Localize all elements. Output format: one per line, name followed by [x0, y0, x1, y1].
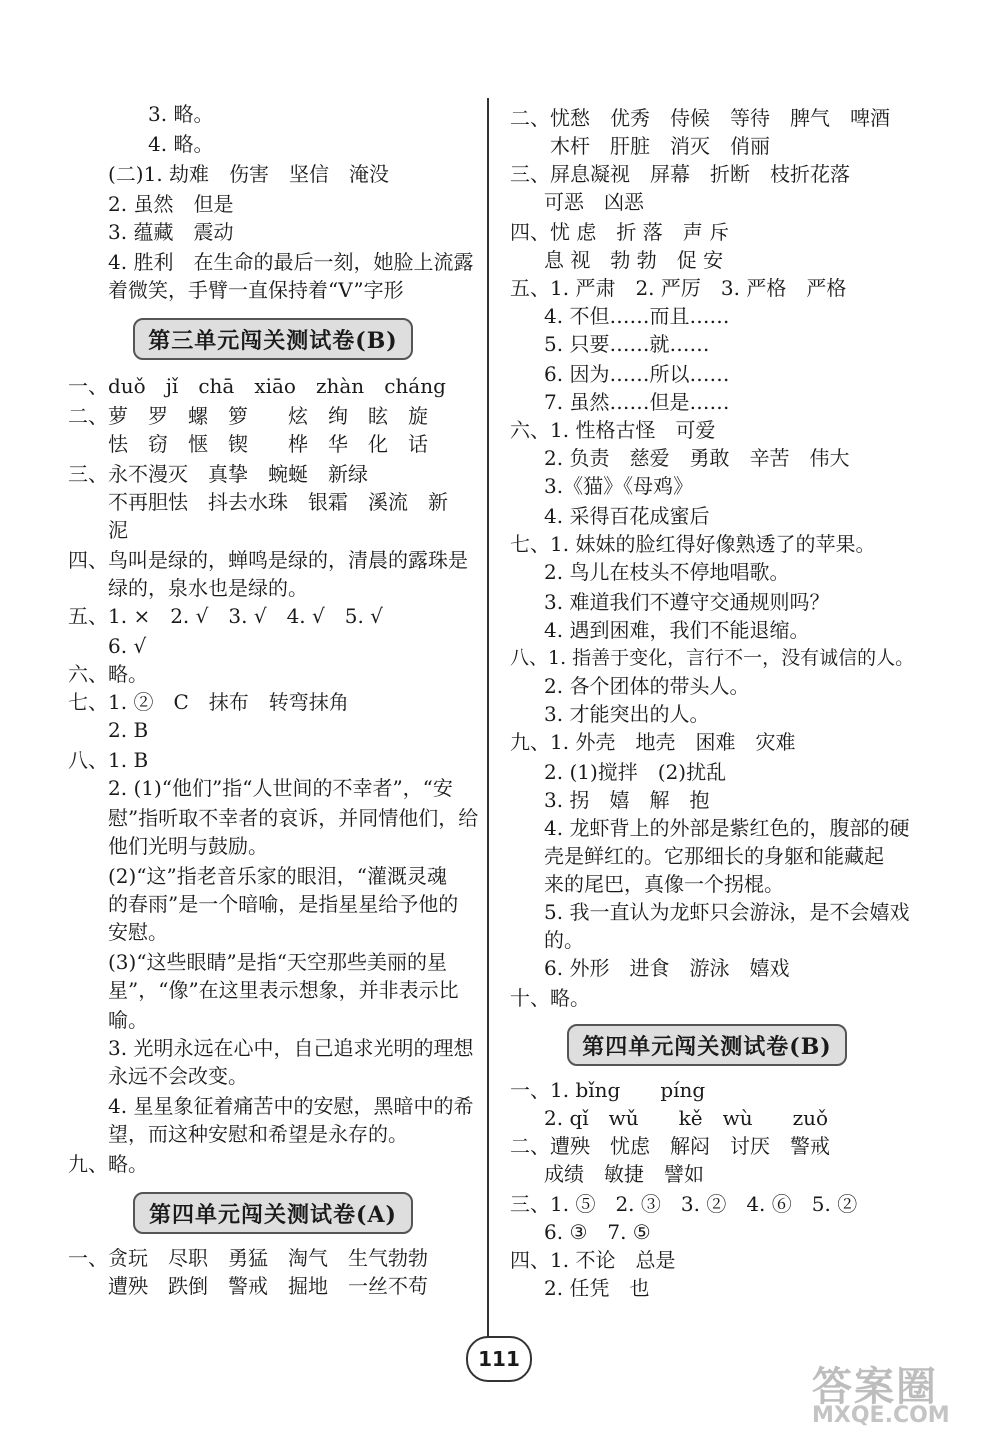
answer-line: 4. 采得百花成蜜后: [544, 504, 710, 528]
answer-line: 6. √: [108, 634, 147, 658]
answer-line: 5. 我一直认为龙虾只会游泳，是不会嬉戏: [544, 900, 910, 924]
answer-line: 2. qǐ wǔ kě wù zuǒ: [544, 1106, 829, 1130]
answer-line: 壳是鲜红的。它那细长的身躯和能藏起: [544, 844, 884, 868]
answer-line: 的春雨”是一个暗喻，是指星星给予他的: [108, 892, 459, 916]
answer-line: 可恶 凶恶: [544, 190, 644, 214]
answer-line: 3. 才能突出的人。: [544, 702, 710, 726]
answer-line: 四、1. 不论 总是: [510, 1248, 676, 1272]
answer-line: 八、1. 指善于变化，言行不一，没有诚信的人。: [510, 647, 915, 669]
answer-line: 2. 鸟儿在枝头不停地唱歌。: [544, 560, 790, 584]
answer-line: 安慰。: [108, 920, 168, 944]
answer-line: 喻。: [108, 1008, 148, 1032]
answer-line: 八、1. B: [68, 748, 149, 772]
answer-line: 三、1. ⑤ 2. ③ 3. ② 4. ⑥ 5. ②: [510, 1192, 858, 1216]
answer-line: 永远不会改变。: [108, 1064, 248, 1088]
watermark-logo: [812, 1355, 997, 1433]
answer-line: 二、遭殃 忧虑 解闷 讨厌 警戒: [510, 1134, 830, 1158]
answer-line: 2. (1)搅拌 (2)扰乱: [544, 760, 727, 784]
answer-line: 怯 窃 惬 锲 桦 华 化 话: [108, 432, 428, 456]
answer-line: 二、忧愁 优秀 侍候 等待 脾气 啤酒: [510, 106, 890, 130]
answer-line: 3. 拐 嬉 解 抱: [544, 788, 710, 812]
answer-line: 四、忧 虑 折 落 声 斥: [510, 220, 730, 244]
column-divider: [487, 98, 489, 1348]
answer-line: 五、1. 严肃 2. 严厉 3. 严格 严格: [510, 276, 847, 300]
answer-line: 4. 龙虾背上的外部是紫红色的，腹部的硬: [544, 816, 910, 840]
answer-line: 望，而这种安慰和希望是永存的。: [108, 1122, 408, 1146]
answer-line: 4. 遇到困难，我们不能退缩。: [544, 618, 810, 642]
answer-line: 五、1. × 2. √ 3. √ 4. √ 5. √: [68, 604, 383, 628]
answer-line: (3)“这些眼睛”是指“天空那些美丽的星: [108, 950, 448, 974]
answer-line: 七、1. 妹妹的脸红得好像熟透了的苹果。: [510, 532, 876, 556]
answer-line: 4. 星星象征着痛苦中的安慰，黑暗中的希: [108, 1094, 474, 1118]
answer-line: 6. 因为……所以……: [544, 362, 730, 386]
answer-line: 6. 外形 进食 游泳 嬉戏: [544, 956, 790, 980]
answer-line: 九、略。: [68, 1152, 148, 1176]
answer-line: 5. 只要……就……: [544, 332, 710, 356]
answer-line: 三、屏息凝视 屏幕 折断 枝折花落: [510, 162, 850, 186]
answer-line: 星”，“像”在这里表示想象，并非表示比: [108, 978, 459, 1002]
answer-line: 3.《猫》《母鸡》: [544, 474, 694, 498]
answer-line: 2. (1)“他们”指“人世间的不幸者”，“安: [108, 776, 453, 800]
answer-line: 的。: [544, 928, 584, 952]
answer-line: 一、1. bǐng píng: [510, 1078, 706, 1102]
answer-line: 3. 光明永远在心中，自己追求光明的理想: [108, 1036, 474, 1060]
answer-line: 他们光明与鼓励。: [108, 834, 268, 858]
answer-line: 木杆 肝脏 消灭 俏丽: [550, 134, 770, 158]
answer-line: 六、1. 性格古怪 可爱: [510, 418, 716, 442]
answer-line: 4. 不但……而且……: [544, 304, 730, 328]
section-title-unit4-b: 第四单元闯关测试卷(B): [567, 1024, 847, 1066]
answer-line: (二)1. 劫难 伤害 坚信 淹没: [108, 162, 390, 186]
answer-line: (2)“这”指老音乐家的眼泪，“灌溉灵魂: [108, 864, 448, 888]
answer-line: 不再胆怯 抖去水珠 银霜 溪流 新: [108, 490, 448, 514]
answer-line: 九、1. 外壳 地壳 困难 灾难: [510, 730, 796, 754]
answer-line: 十、略。: [510, 986, 590, 1010]
answer-line: 绿的，泉水也是绿的。: [108, 576, 308, 600]
section-title-unit3-b: 第三单元闯关测试卷(B): [133, 318, 413, 360]
section-title-unit4-a: 第四单元闯关测试卷(A): [133, 1192, 413, 1234]
answer-line: 7. 虽然……但是……: [544, 390, 730, 414]
answer-line: 2. 各个团体的带头人。: [544, 674, 750, 698]
answer-line: 6. ③ 7. ⑤: [544, 1220, 651, 1244]
answer-line: 2. B: [108, 718, 149, 742]
answer-line: 来的尾巴，真像一个拐棍。: [544, 872, 784, 896]
answer-line: 4. 胜利 在生命的最后一刻，她脸上流露: [108, 250, 474, 274]
watermark-url: MXQE.COM: [812, 1403, 950, 1428]
answer-line: 2. 负责 慈爱 勇敢 辛苦 伟大: [544, 446, 850, 470]
answer-line: 慰”指听取不幸者的哀诉，并同情他们，给: [108, 806, 479, 830]
answer-line: 2. 任凭 也: [544, 1276, 650, 1300]
answer-line: 七、1. ② C 抹布 转弯抹角: [68, 690, 349, 714]
answer-line: 3. 蕴藏 震动: [108, 220, 234, 244]
answer-line: 六、略。: [68, 662, 148, 686]
answer-line: 成绩 敏捷 譬如: [544, 1162, 704, 1186]
answer-line: 二、萝 罗 螺 箩 炫 绚 眩 旋: [68, 404, 428, 428]
page-number: 111: [466, 1336, 532, 1382]
answer-line: 三、永不漫灭 真挚 蜿蜒 新绿: [68, 462, 368, 486]
answer-line: 3. 难道我们不遵守交通规则吗？: [544, 590, 830, 614]
answer-line: 2. 虽然 但是: [108, 192, 234, 216]
answer-line: 泥: [108, 518, 128, 542]
answer-line: 着微笑，手臂一直保持着“V”字形: [108, 278, 404, 302]
answer-line: 一、duǒ jǐ chā xiāo zhàn cháng: [68, 374, 446, 398]
answer-line: 3. 略。: [148, 102, 214, 126]
answer-line: 4. 略。: [148, 132, 214, 156]
answer-line: 四、鸟叫是绿的，蝉鸣是绿的，清晨的露珠是: [68, 548, 468, 572]
answer-line: 遭殃 跌倒 警戒 掘地 一丝不苟: [108, 1274, 428, 1298]
answer-line: 息 视 勃 勃 促 安: [544, 248, 724, 272]
answer-line: 一、贪玩 尽职 勇猛 淘气 生气勃勃: [68, 1246, 428, 1270]
watermark-brand: 答案圈: [812, 1364, 938, 1410]
